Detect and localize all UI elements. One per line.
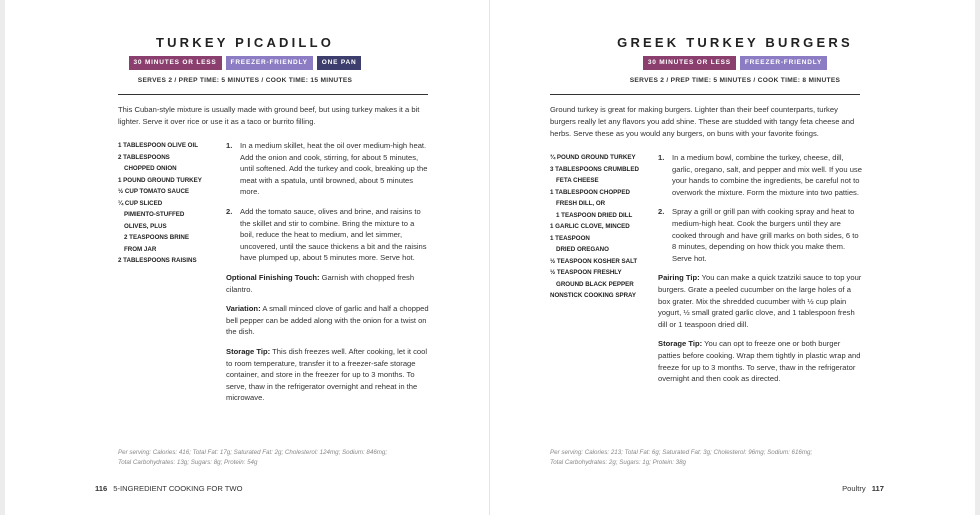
recipe-intro: Ground turkey is great for making burgers. Lighter than their beef counterparts, turkey burgers really let any flavors you add shine. These are studded with tangy feta cheese and herbs. Serve these as you would any burgers, on buns with your favorite fixings. bbox=[550, 105, 855, 138]
tip-label: Storage Tip: bbox=[658, 339, 703, 349]
serves-line: SERVES 2 / PREP TIME: 5 MINUTES / COOK TIME: 8 MINUTES bbox=[629, 77, 841, 84]
badge-one-pan: ONE PAN bbox=[317, 56, 362, 70]
tip-label: Pairing Tip: bbox=[658, 273, 700, 283]
tip-text: A small minced clove of garlic and half a chopped bell pepper can be added along with the onion for a twist on the dish. bbox=[226, 304, 429, 337]
page-footer bbox=[842, 484, 884, 493]
ingredient-item: ¾ POUND GROUND TURKEY bbox=[550, 154, 636, 161]
step-number: 2. bbox=[226, 206, 233, 216]
badge-freezer-friendly: FREEZER-FRIENDLY bbox=[740, 56, 827, 70]
step-text: In a medium bowl, combine the turkey, cheese, dill, garlic, oregano, salt, and pepper and mix well. If you use your hands to combine the ingredients, be careful not to overwork the mixture. Form the mixture into two patties. bbox=[672, 153, 862, 197]
ingredient-list bbox=[550, 152, 655, 302]
step-number: 1. bbox=[658, 153, 665, 162]
tip-label: Optional Finishing Touch: bbox=[226, 272, 320, 282]
ingredient-item: ½ CUP TOMATO SAUCE bbox=[118, 188, 190, 195]
serves-line: SERVES 2 / PREP TIME: 5 MINUTES / COOK TIME: 15 MINUTES bbox=[137, 77, 353, 84]
recipe-title: TURKEY PICADILLO bbox=[155, 35, 335, 50]
step-text: In a medium skillet, heat the oil over medium-high heat. Add the onion and cook, stirring, for about 5 minutes, until softened. Add the turkey and cook, breaking up the meat with a spatula, until browned, about 5 minutes more. bbox=[240, 141, 428, 197]
title-divider bbox=[550, 94, 860, 95]
tip-label: Variation: bbox=[226, 304, 261, 314]
step-number: 1. bbox=[226, 141, 233, 150]
ingredient-item: 2 TABLESPOONS bbox=[118, 153, 170, 161]
ingredient-item: DRIED OREGANO bbox=[556, 246, 609, 253]
step-2 bbox=[226, 206, 430, 264]
step-1 bbox=[658, 152, 862, 198]
ingredient-item: 2 TABLESPOONS RAISINS bbox=[118, 257, 197, 264]
ingredient-item: FETA CHEESE bbox=[556, 177, 599, 184]
step-text: Add the tomato sauce, olives and brine, and raisins to the skillet and stir to combine. Bring the mixture to a boil, reduce the heat to medium, and let simmer, uncovered, until the sauce thickens a bit and the raisins have plumped up, about 5 minutes more. Serve hot. bbox=[240, 206, 427, 263]
tip-text: Garnish with chopped fresh cilantro. bbox=[226, 272, 415, 294]
directions bbox=[226, 140, 430, 412]
badge-30-minutes: 30 MINUTES OR LESS bbox=[643, 56, 736, 70]
ingredient-item: 1 TEASPOON DRIED DILL bbox=[556, 211, 633, 219]
section-title: Poultry bbox=[842, 484, 866, 493]
book-title: 5-INGREDIENT COOKING FOR TWO bbox=[113, 484, 243, 493]
ingredient-item: ¼ CUP SLICED bbox=[118, 199, 163, 207]
ingredient-item: 1 GARLIC CLOVE, MINCED bbox=[550, 223, 630, 230]
nutrition-line: Per serving: Calories: 213; Total Fat: 6g; Saturated Fat: 3g; Cholesterol: 96mg; Sodium: 616mg; bbox=[550, 449, 813, 456]
ingredient-item: NONSTICK COOKING SPRAY bbox=[550, 292, 637, 299]
tip-text: You can opt to freeze one or both burger patties before cooking. Wrap them tightly in plastic wrap and freeze for up to 3 months. To serve, thaw in the refrigerator overnight and then cook as directed. bbox=[658, 339, 861, 384]
nutrition-line: Total Carbohydrates: 2g; Sugars: 1g; Protein: 38g bbox=[550, 458, 686, 466]
ingredient-item: FRESH DILL, OR bbox=[556, 200, 606, 207]
badge-freezer-friendly: FREEZER-FRIENDLY bbox=[226, 56, 313, 70]
nutrition-info bbox=[550, 448, 870, 467]
directions bbox=[658, 152, 862, 393]
step-text: Spray a grill or grill pan with cooking spray and heat to medium-high heat. Cook the burgers until they are cooked through and have grill marks on both sides, 6 to 8 minutes, depending on how thick you make them. Serve hot. bbox=[672, 207, 859, 263]
ingredient-item: 1 TEASPOON bbox=[550, 234, 590, 242]
tip-variation bbox=[226, 303, 430, 338]
recipe-title: GREEK TURKEY BURGERS bbox=[617, 35, 853, 50]
page-number: 116 bbox=[95, 484, 108, 493]
tip-text: You can make a quick tzatziki sauce to top your burgers. Grate a peeled cucumber on the large holes of a box grater. Mix the shredded cucumber with ½ cup plain yogurt, ½ small grated garlic clove, and 1 tablespoon fresh dill or 1 teaspoon dried dill. bbox=[658, 273, 862, 329]
ingredient-item: CHOPPED ONION bbox=[124, 165, 177, 172]
right-page bbox=[490, 0, 980, 515]
recipe-badges bbox=[490, 56, 980, 70]
tip-finishing-touch bbox=[226, 272, 430, 295]
step-number: 2. bbox=[658, 207, 665, 217]
ingredient-item: 1 TABLESPOON OLIVE OIL bbox=[118, 142, 198, 149]
ingredient-item: 1 TABLESPOON CHOPPED bbox=[550, 188, 630, 196]
page-footer bbox=[95, 484, 243, 493]
ingredient-item: ½ TEASPOON KOSHER SALT bbox=[550, 257, 638, 265]
ingredient-item: ½ TEASPOON FRESHLY bbox=[550, 269, 622, 276]
ingredient-list bbox=[118, 140, 223, 267]
title-divider bbox=[118, 94, 428, 95]
ingredient-item: 3 TABLESPOONS CRUMBLED bbox=[550, 165, 639, 173]
ingredient-item: 1 POUND GROUND TURKEY bbox=[118, 176, 202, 184]
recipe-badges bbox=[0, 56, 490, 70]
ingredient-item: GROUND BLACK PEPPER bbox=[556, 280, 634, 288]
step-1 bbox=[226, 140, 430, 198]
ingredient-item: OLIVES, PLUS bbox=[124, 222, 167, 230]
ingredient-item: 2 TEASPOONS BRINE bbox=[124, 234, 189, 241]
recipe-intro: This Cuban-style mixture is usually made with ground beef, but using turkey makes it a bit lighter. Serve it over rice or use it as a taco or burrito filling. bbox=[118, 105, 420, 126]
step-2 bbox=[658, 206, 862, 264]
nutrition-line: Total Carbohydrates: 13g; Sugars: 8g; Protein: 54g bbox=[118, 458, 258, 466]
tip-storage bbox=[658, 338, 862, 384]
page-number: 117 bbox=[871, 484, 884, 493]
tip-pairing bbox=[658, 272, 862, 330]
ingredient-item: FROM JAR bbox=[124, 245, 157, 253]
tip-storage bbox=[226, 346, 430, 404]
nutrition-info bbox=[118, 448, 438, 467]
tip-text: This dish freezes well. After cooking, let it cool to room temperature, transfer it to a freezer-safe storage container, and store in the freezer for up to 3 months. To serve, thaw in the refrigerator overnight and reheat in the microwave. bbox=[226, 346, 428, 403]
tip-label: Storage Tip: bbox=[226, 346, 271, 356]
nutrition-line: Per serving: Calories: 416; Total Fat: 17g; Saturated Fat: 2g; Cholesterol: 124mg; Sodium: 846mg; bbox=[118, 449, 388, 456]
ingredient-item: PIMIENTO-STUFFED bbox=[124, 211, 185, 218]
badge-30-minutes: 30 MINUTES OR LESS bbox=[129, 56, 222, 70]
